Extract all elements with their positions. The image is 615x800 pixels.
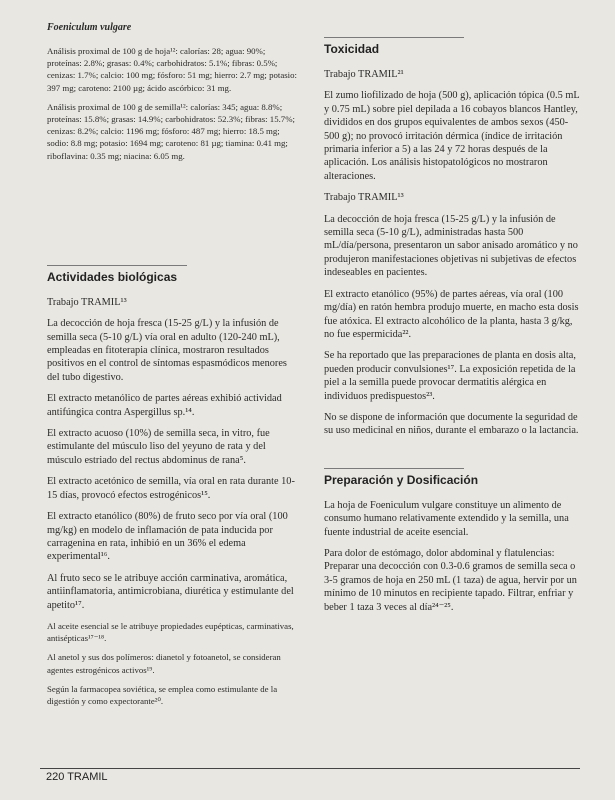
bio-p3: El extracto acuoso (10%) de semilla seca, in vitro, fue estimulante del músculo liso del yeyuno de rata y del músculo estriado del rectus abdominus de rana⁵. (47, 428, 270, 466)
bio-p2: El extracto metanólico de partes aéreas exhibió actividad antifúngica contra Aspergillus sp.¹⁴. (47, 393, 282, 418)
tox-body (324, 68, 580, 438)
prep-p3: Preparar una decocción con 0.3-0.6 gramos de semilla seca o 3-5 gramos de hoja en 250 mL (1 taza) de agua, hervir por un mínimo de 10 minutos en recipiente tapado. Filtrar, enfriar y beber 1 taza 3 veces al día²⁴⁻²⁵. (324, 561, 577, 613)
bio-p1: La decocción de hoja fresca (15-25 g/L) y la infusión de semilla seca (5-10 g/L) vía oral en adulto (120-240 mL), empleadas en fitoterapia clínica, mostraron resultados positivos en el control de síntomas espasmódicos menores del tubo digestivo. (47, 318, 287, 383)
prep-body (324, 499, 580, 614)
tox-p3: El extracto etanólico (95%) de partes aéreas, vía oral (100 mg/día) en ratón hembra produjo muerte, en macho esta dosis fue atóxica. El extracto alcohólico de la planta, hasta 3 g/kg, no fue espermicida²². (324, 288, 579, 340)
tox-tramil-2: Trabajo TRAMIL¹³ (324, 192, 404, 204)
left-column (47, 45, 299, 714)
tox-p1: El zumo liofilizado de hoja (500 g), aplicación tópica (0.5 mL y 0.75 mL) sobre piel depilada a 16 cobayos blancos Hantley, divididos en dos grupos equivalentes de ambos sexos (450-500 g); no provocó irritación dérmica (índice de irritación primaria inferior a 5) a las 24 y 72 horas después de la aplicación. Los análisis histopatológicos no mostraron alteraciones. (324, 90, 580, 182)
analysis-leaf: Análisis proximal de 100 g de hoja¹²: calorías: 28; agua: 90%; proteínas: 2.8%; grasas: 0.4%; carbohidratos: 5.1%; fibras: 0.5%; cenizas: 1.7%; calcio: 100 mg; fósforo: 51 mg; hierro: 2.7 mg; potasio: 397 mg; caroteno: 2100 µg; ácido ascórbico: 31 mg. (47, 46, 297, 93)
bio-heading: Actividades biológicas (47, 269, 178, 284)
tox-p4: Se ha reportado que las preparaciones de planta en dosis alta, pueden producir convulsiones¹⁷. La exposición repetida de la piel a la semilla puede provocar dermatitis alérgica en individuos predispuestos²³. (324, 350, 576, 402)
bio-p9: Según la farmacopea soviética, se emplea como estimulante de la digestión y como expectorante²⁰. (47, 683, 278, 706)
footer-rule (40, 768, 580, 769)
prep-p1: La hoja de Foeniculum vulgare constituye un alimento de consumo humano relativamente extendido y la semilla, una fuente industrial de aceite esencial. (324, 499, 569, 538)
right-column (324, 37, 580, 622)
bio-p5: El extracto etanólico (80%) de fruto seco por vía oral (100 mg/kg) en modelo de inflamación de pata inducida por carragenina en rata, inhibió en un 36% el edema experimental¹⁶. (47, 511, 288, 563)
tox-p2: La decocción de hoja fresca (15-25 g/L) y la infusión de semilla seca (5-10 g/L), administradas hasta 500 mL/día/persona, presentaron un sabor anisado aromático y no produjeron manifestaciones objetivas ni subjetivas de efectos indeseables en pacientes. (324, 213, 578, 279)
page-footer: 220 TRAMIL (46, 771, 108, 783)
tox-tramil-1: Trabajo TRAMIL²¹ (324, 69, 404, 80)
bio-tramil: Trabajo TRAMIL¹³ (47, 296, 127, 308)
analysis-seed: Análisis proximal de 100 g de semilla¹²: calorías: 345; agua: 8.8%; proteínas: 15.8%; grasas: 14.9%; carbohidratos: 52.3%; fibras: 15.7%; cenizas: 8.2%; calcio: 1196 mg; fósforo: 487 mg; hierro: 18.5 mg; sodio: 8.8 mg; potasio: 1694 mg; caroteno: 81 µg; tiamina: 0.41 mg; riboflavina: 0.35 mg; niacina: 6.05 mg. (47, 101, 295, 161)
bio-p4: El extracto acetónico de semilla, vía oral en rata durante 10-15 días, provocó efectos estrogénicos¹⁵. (47, 476, 295, 501)
bio-p6: Al fruto seco se le atribuye acción carminativa, aromática, antiinflamatoria, antimicrobiana, diurética y estimulante del apetito¹⁷. (47, 572, 294, 611)
bio-body (47, 296, 299, 612)
section-rule (324, 37, 464, 38)
prep-heading: Preparación y Dosificación (324, 472, 479, 487)
bio-p8: Al anetol y sus dos polímeros: dianetol y fotoanetol, se consideran agentes estrogénicos activos¹⁹. (47, 652, 281, 675)
section-rule (47, 265, 187, 266)
prep-p2: Para dolor de estómago, dolor abdominal y flatulencias: (324, 547, 555, 559)
tox-heading: Toxicidad (324, 42, 380, 56)
tox-p5: No se dispone de información que documente la seguridad de su uso medicinal en niños, durante el embarazo o la lactancia. (324, 411, 579, 437)
bio-p7: Al aceite esencial se le atribuye propiedades eupépticas, carminativas, antisépticas¹⁷⁻¹⁸. (47, 620, 294, 644)
running-head: Foeniculum vulgare (47, 22, 132, 33)
section-rule (324, 468, 464, 469)
